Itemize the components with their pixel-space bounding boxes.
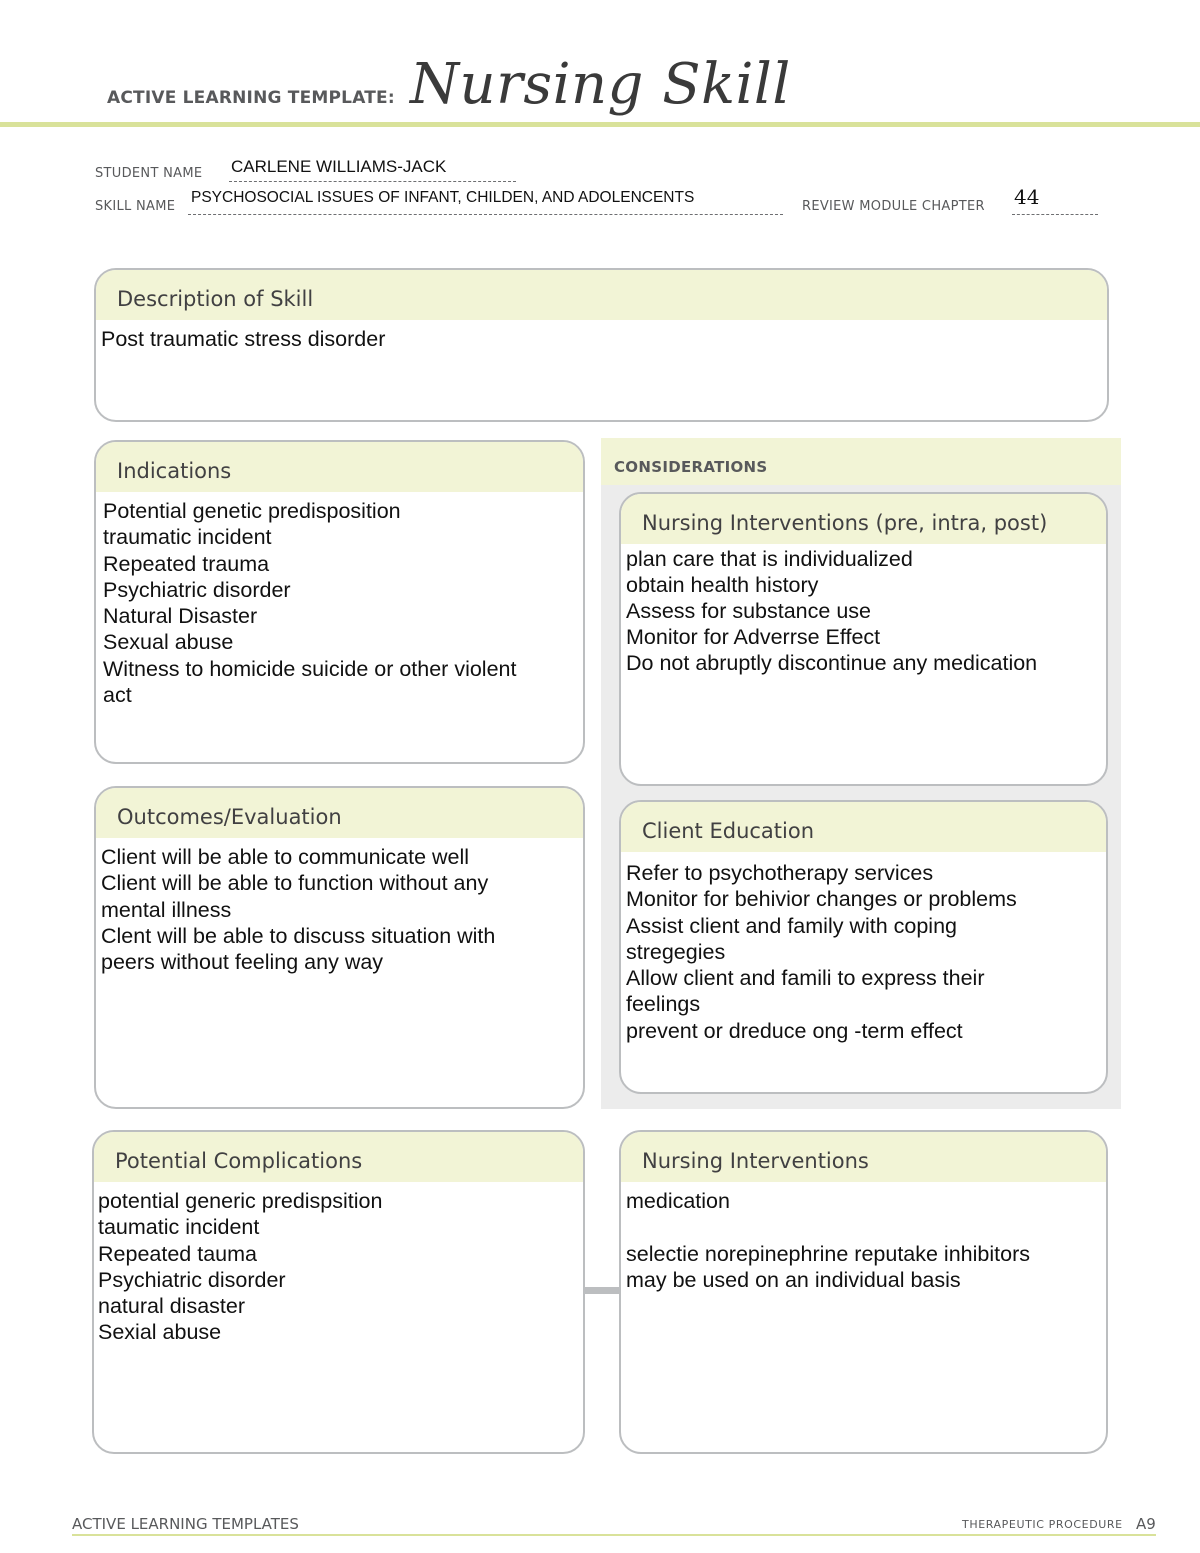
- nursing-interventions-pip-box: [619, 492, 1108, 786]
- box-connector: [584, 1287, 620, 1294]
- indications-box: [94, 440, 585, 764]
- description-box: [94, 268, 1109, 422]
- review-module-line: [1012, 213, 1098, 215]
- header-rule: [0, 122, 1200, 127]
- client-education-box: [619, 800, 1108, 1094]
- footer-left: ACTIVE LEARNING TEMPLATES: [72, 1515, 299, 1533]
- indications-body[interactable]: Potential genetic predisposition traumatic incident Repeated trauma Psychiatric disorder Natural Disaster Sexual abuse Witness to homicide suicide or other violent act: [103, 499, 517, 708]
- skill-name-label: SKILL NAME: [95, 199, 176, 214]
- student-name-label: STUDENT NAME: [95, 166, 203, 181]
- considerations-label: CONSIDERATIONS: [614, 458, 768, 476]
- nursing-interventions-pip-body[interactable]: plan care that is individualized obtain health history Assess for substance use Monitor for Adverrse Effect Do not abruptly discontinue any medication: [626, 547, 1038, 675]
- client-education-body[interactable]: Refer to psychotherapy services Monitor for behivior changes or problems Assist client and family with coping stregegies Allow client and famili to express their feelings prevent or dreduce ong -term effect: [626, 861, 1017, 1043]
- outcomes-box: [94, 786, 585, 1109]
- template-title: Nursing Skill: [410, 52, 791, 117]
- potential-complications-title: Potential Complications: [94, 1132, 583, 1182]
- description-title: Description of Skill: [96, 270, 1107, 320]
- outcomes-body[interactable]: Client will be able to communicate well Client will be able to function without any mental illness Clent will be able to discuss situation with peers without feeling any way: [101, 845, 496, 975]
- student-name-line: [229, 180, 516, 182]
- footer-page-number: A9: [1136, 1515, 1156, 1533]
- indications-title: Indications: [96, 442, 583, 492]
- potential-complications-body[interactable]: potential generic predispsition taumatic incident Repeated tauma Psychiatric disorder natural disaster Sexial abuse: [98, 1189, 383, 1345]
- skill-name-value[interactable]: PSYCHOSOCIAL ISSUES OF INFANT, CHILDEN, AND ADOLENCENTS: [191, 189, 695, 206]
- nursing-interventions-box: [619, 1130, 1108, 1454]
- nursing-interventions-title: Nursing Interventions: [621, 1132, 1106, 1182]
- skill-name-line: [188, 213, 783, 215]
- student-name-value[interactable]: CARLENE WILLIAMS-JACK: [231, 157, 447, 176]
- review-module-label: REVIEW MODULE CHAPTER: [802, 199, 985, 214]
- footer-right: THERAPEUTIC PROCEDURE: [962, 1518, 1123, 1531]
- template-label: ACTIVE LEARNING TEMPLATE:: [107, 88, 395, 108]
- nursing-interventions-pip-title: Nursing Interventions (pre, intra, post): [621, 494, 1106, 544]
- description-body[interactable]: Post traumatic stress disorder: [101, 327, 386, 351]
- nursing-interventions-body[interactable]: medication selectie norepinephrine reputake inhibitors may be used on an individual basis: [626, 1189, 1030, 1292]
- footer-rule: [72, 1534, 1156, 1536]
- review-module-value[interactable]: 44: [1014, 185, 1040, 209]
- outcomes-title: Outcomes/Evaluation: [96, 788, 583, 838]
- client-education-title: Client Education: [621, 802, 1106, 852]
- potential-complications-box: [92, 1130, 585, 1454]
